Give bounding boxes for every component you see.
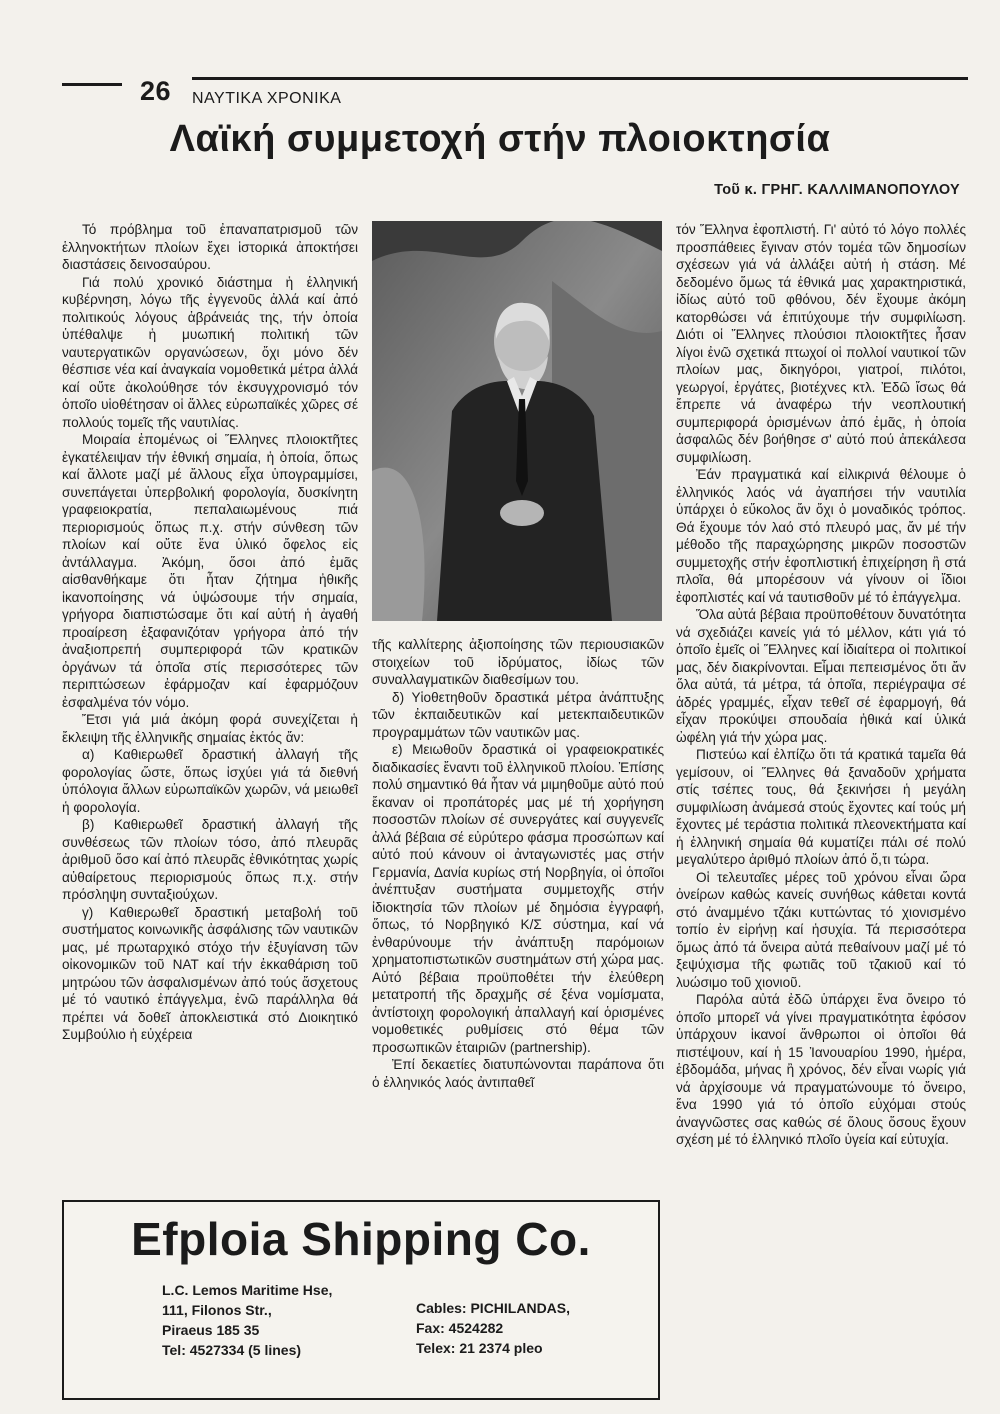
paragraph: Τό πρόβλημα τοῦ ἐπαναπατρισμοῦ τῶν ἑλληνοκτήτων πλοίων ἔχει ἱστορικά ἀποκτήσει διαστάσεις δεινοσαύρου. [62,222,358,272]
ad-fax: Fax: 4524282 [416,1320,504,1336]
paragraph: γ) Καθιερωθεῖ δραστική μεταβολή τοῦ συστήματος κοινωνικῆς ἀσφάλισης τῶν ναυτικῶν μας, μέ πρωταρχικό στόχο τήν ἐξυγίανση τῶν οἰκονομικῶν τοῦ ΝΑΤ καί τήν ἐκκαθάριση τοῦ μητρώου τῶν ἀσφαλισμένων ἀπό τούς ἄσχετους μέ τό ναυτικό ἐπάγγελμα, ἐνῶ παράλληλα θά πρέπει νά δοθεῖ ἀποκλειστικά στό Διοικητικό Συμβούλιο ἡ εὐχέρεια [62,904,358,1042]
article-column-2 [372,636,664,1201]
page-number: 26 [140,76,172,106]
paragraph: β) Καθιερωθεῖ δραστική ἀλλαγή τῆς συνθέσεως τῶν πλοίων τόσο, ἀπό πλευρᾶς ἀριθμοῦ ὅσο καί ἀπό πλευρᾶς ἐθνικότητας χωρίς αὐθαίρετους περιορισμούς ὅπως π.χ. στήν πρόσληψη συνταξιούχων. [62,817,358,902]
advertisement-box [62,1200,660,1400]
paragraph: Ὅλα αὐτά βέβαια προϋποθέτουν δυνατότητα νά σχεδιάζει κανείς γιά τό μέλλον, κάτι γιά τό ὁποῖο ἐμεῖς οἱ Ἕλληνες καί ἰδιαίτερα οἱ πολιτικοί μας, δέν διακρίνονται. Εἶμαι πεπεισμένος ὅτι ἄν ὅλα αὐτά, τά μέτρα, τά ὁποῖα, περιέγραψα σέ ἁδρές γραμμές, εἶχαν τεθεῖ σέ ἐφαρμογή, θά εἶχαν προκύψει σπουδαία ἠθικά καί ὑλικά ὠφέλη γιά τήν χώρα μας. [676,607,966,745]
article-byline: Τοῦ κ. ΓΡΗΓ. ΚΑΛΛΙΜΑΝΟΠΟΥΛΟΥ [714,182,960,198]
portrait-photo-image [372,221,662,621]
header-rule-left [62,83,122,86]
ad-telex: Telex: 21 2374 pleo [416,1340,543,1356]
article-column-1 [62,221,358,1201]
ad-phone: Tel: 4527334 (5 lines) [162,1342,302,1358]
ad-address [162,1280,332,1360]
paragraph: Ἐπί δεκαετίες διατυπώνονται παράπονα ὅτι ὁ ἑλληνικός λαός ἀντιπαθεῖ [372,1057,664,1090]
ad-cables: Cables: PICHILANDAS, [416,1300,571,1316]
ad-contact [416,1298,570,1358]
ad-address-line: L.C. Lemos Maritime Hse, [162,1282,333,1298]
ad-company-name: Efploia Shipping Co. [131,1213,591,1265]
paragraph: Ἐάν πραγματικά καί εἰλικρινά θέλουμε ὁ ἑλληνικός λαός νά ἀγαπήσει τήν ναυτιλία ὑπάρχει ὁ εὔκολος ἄν ὄχι ὁ μοναδικός τρόπος. Θά ἔχουμε τόν λαό στό πλευρό μας, ἄν μέ τήν μέθοδο τῆς παραχώρησης μικρῶν ποσοστῶν συμμετοχῆς στήν ἐφοπλιστική ἐπιχείρηση ἢ στά πλοῖα, θά μπορέσουν νά γίνουν οἱ ἴδιοι ἐφοπλιστές καί νά ταυτισθοῦν μέ τό ἐπάγγελμα. [676,467,966,605]
article-title: Λαϊκή συμμετοχή στήν πλοιοκτησία [169,118,831,160]
publication-name: ΝΑΥΤΙΚΑ ΧΡΟΝΙΚΑ [192,90,342,107]
paragraph: Ἔτσι γιά μιά ἀκόμη φορά συνεχίζεται ἡ ἔκλειψη τῆς ἑλληνικῆς σημαίας ἐκτός ἄν: [62,712,358,745]
paragraph: δ) Υἱοθετηθοῦν δραστικά μέτρα ἀνάπτυξης τῶν ἐκπαιδευτικῶν καί μετεκπαιδευτικῶν προγραμμάτων τῶν ναυτικῶν μας. [372,689,664,740]
paragraph: τόν Ἕλληνα ἐφοπλιστή. Γι' αὐτό τό λόγο πολλές προσπάθειες ἔγιναν στόν τομέα τῶν δημοσίων σχέσεων γιά νά ἀλλάξει αὐτή ἡ στάση. Μέ δεδομένο ὅμως τά ἐθνικά μας χαρακτηριστικά, ἰδίως αὐτό τοῦ φθόνου, δέν ἔχουμε ἀκόμη κατορθώσει νά ἐπιτύχουμε τήν συμφιλίωση. Διότι οἱ Ἕλληνες πλούσιοι πλοιοκτῆτες ἦσαν λίγοι ἐνῶ σχετικά πτωχοί οἱ πολλοί ναυτικοί τῶν πλοίων μας, δικηγόροι, γιατροί, πιλότοι, γεωργοί, ἐργάτες, βιοτέχνες κτλ. Ἐδῶ ἴσως θά ἔπρεπε νά ἀναφέρω τήν νεοπλουτική συμπεριφορά ὁρισμένων ἀπό ἐμᾶς, ἡ ὁποία ἀσφαλῶς δέν βοήθησε σ' αὐτό πού ἀπεκάλεσα συμφιλίωση. [676,222,966,465]
portrait-photo [372,221,662,621]
article-column-3 [676,221,966,1386]
paragraph: α) Καθιερωθεῖ δραστική ἀλλαγή τῆς φορολογίας ὥστε, ὅπως ἰσχύει γιά τά διεθνή ὑπόλογια ἄλλων εὐρωπαϊκῶν χωρῶν, νά μειωθεῖ ἡ φορολογία. [62,747,358,815]
paragraph: Οἱ τελευταῖες μέρες τοῦ χρόνου εἶναι ὥρα ὀνείρων καθώς κανείς συνήθως κάθεται κοντά στό ἀναμμένο τζάκι κυττώντας τό χιονισμένο τοπίο ἐν εἰρήνῃ καί ἡσυχία. Τά περισσότερα ὅμως ἀπό τά ὄνειρα αὐτά πεθαίνουν μαζί μέ τό ξεψύχισμα τῆς φωτιᾶς τοῦ τζακιοῦ καί τό λυώσιμο τοῦ χιονιοῦ. [676,869,966,990]
header-rule-right [192,77,968,80]
ad-address-line: 111, Filonos Str., [162,1302,272,1318]
paragraph: Παρόλα αὐτά ἐδῶ ὑπάρχει ἕνα ὄνειρο τό ὁποῖο μπορεῖ νά γίνει πραγματικότητα ἐφόσον ὑπάρχουν ἱκανοί ἄνθρωποι οἱ ὁποῖοι θά πιστέψουν, καί ἡ 15 Ἰανουαρίου 1990, ἡμέρα, ἑβδομάδα, μήνας ἢ χρόνος, δέν εἶναι νωρίς γιά νά ἀρχίσουμε νά πραγματώνουμε τό ὄνειρο, ἕνα 1990 γιά τό ὁποῖο εὐχόμαι στούς ἀναγνῶστες σας καθώς σέ ὅλους ὅσους ἔχουν σχέση μέ τό ἑλληνικό πλοῖο ὑγεία καί εὐτυχία. [676,992,966,1147]
paragraph: Γιά πολύ χρονικό διάστημα ἡ ἑλληνική κυβέρνηση, λόγω τῆς ἐγγενοῦς ἀλλά καί ἀπό πολιτικούς λόγους ἀβράνειάς της, τήν ὁποία ὑπέθαλψε ἡ μυωπική πολιτική τῶν ναυτεργατικῶν οργανώσεων, ὄχι μόνο δέν θέσπισε νέα καί ἀναγκαία νομοθετικά μέτρα ἀλλά καί οὔτε ἀκολούθησε τόν ἐκσυγχρονισμό τόν ὁποῖο υἱοθέτησαν οἱ ἄλλες εὐρωπαϊκές χῶρες σέ πολλούς τομεῖς τῆς ναυτιλίας. [62,274,358,430]
paragraph: ε) Μειωθοῦν δραστικά οἱ γραφειοκρατικές διαδικασίες ἔναντι τοῦ ἑλληνικοῦ πλοίου. Ἐπίσης πολύ σημαντικό θά ἦταν νά μιμηθοῦμε αὐτό πού ἔκαναν οἱ προπάτορές μας μέ τή χορήγηση ποσοστῶν πλοίων σέ συνεργάτες καί συγγενεῖς ἀλλά βέβαια σέ εὐρύτερο φάσμα προσώπων καί αὐτό πού κάνουν οἱ ἀνταγωνιστές μας στήν Γερμανία, Δανία κυρίως στή Νορβηγία, οἱ ὁποῖοι ἀνέπτυξαν συστήματα συμμετοχῆς στήν ἰδιοκτησία τῶν πλοίων μέ δημόσια ἐγγραφή, ὅπως, τό Νορβηγικό Κ/Σ σύστημα, καί νά ἐνθαρύνουμε τήν ἀνάπτυξη παρόμοιων χρηματοπιστωτικῶν συστημάτων στή χώρα μας. Αὐτό βέβαια προϋποθέτει τήν ἐλεύθερη μετατροπή τῆς δραχμῆς σέ ξένα νομίσματα, ἀντίστοιχη φορολογική ἀπαλλαγή καί ὁρισμένες νομοθετικές ρυθμίσεις στό θέμα τῶν προσωπικῶν ἑταιριῶν (partnership). [372,742,664,1055]
ad-address-line: Piraeus 185 35 [162,1322,260,1338]
paragraph: Μοιραία ἐπομένως οἱ Ἕλληνες πλοιοκτῆτες ἐγκατέλειψαν τήν ἐθνική σημαία, ἡ ὁποία, ὅπως καί ἄλλοτε μαζί μέ ἄλλους εἶχα ὑπογραμμίσει, συνεπάγεται ὑπερβολική φορολογία, δυσκίνητη γραφειοκρατία, πεπαλαιωμένους πιά περιορισμούς ὅπως π.χ. στήν σύνθεση τῶν πλοίων καί οὔτε ἕνα ὑλικό ὄφελος εἰς ἀντάλλαγμα. Ἀκόμη, ὅσοι ἀπό ἐμᾶς αἰσθανθήκαμε ὅτι ἦταν ζήτημα ἠθικῆς ἱκανοποίησης νά ὑψώσουμε τήν σημαία, γρήγορα διαπιστώσαμε ὅτι καί αὐτή ἡ ἀγαθή προαίρεση ἐξαφανιζόταν γρήγορα ἀπό τήν ἀναξιοπρεπή συμπεριφορά τῶν κρατικῶν ὀργάνων τά ὁποῖα στίς περισσότερες τῶν περιπτώσεων ἐφάρμοζαν καί ἐφαρμόζουν ἐσφαλμένα τόν νόμο. [62,432,358,710]
paragraph: τῆς καλλίτερης ἀξιοποίησης τῶν περιουσιακῶν στοιχείων τοῦ ἱδρύματος, ἰδίως τῶν συναλλαγματικῶν διαθεσίμων του. [372,637,664,687]
paragraph: Πιστεύω καί ἐλπίζω ὅτι τά κρατικά ταμεῖα θά γεμίσουν, οἱ Ἕλληνες θά ξαναδοῦν χρήματα στίς τσέπες τους, θά ξεκινήσει ἡ μεγάλη συμφιλίωση ἀνάμεσά στούς ἔχοντες καί τούς μή ἔχοντες μέ τεράστια πολιτικά πλεονεκτήματα καί ἡ ἑλληνική σημαία θά κυματίζει πάλι σέ πολύ μεγαλύτερο ἀριθμό πλοίων ἀπό ὅ,τι τώρα. [676,747,966,867]
